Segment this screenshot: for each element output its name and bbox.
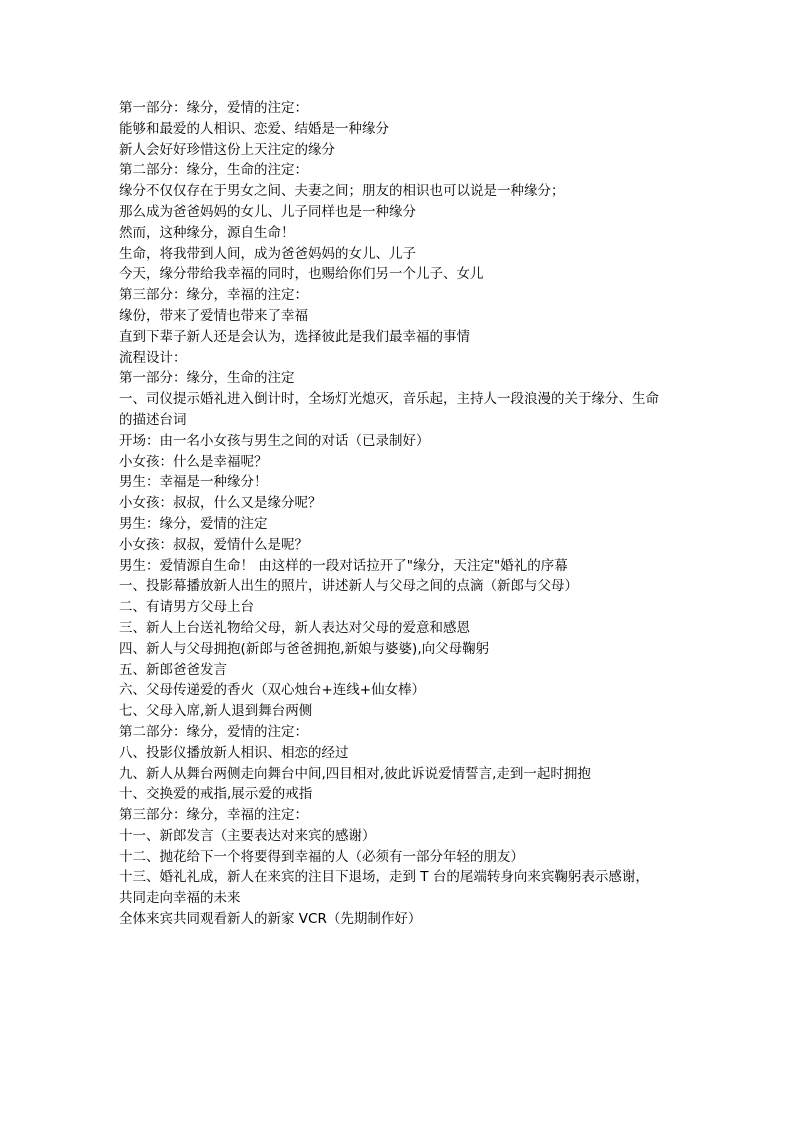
flow-item: 全体来宾共同观看新人的新家 VCR（先期制作好） bbox=[119, 911, 422, 928]
flow-part-2-heading: 第二部分：缘分，爱情的注定： bbox=[119, 723, 308, 740]
text-line: 缘份，带来了爱情也带来了幸福 bbox=[119, 307, 308, 324]
text-line: 缘分不仅仅存在于男女之间、夫妻之间；朋友的相识也可以说是一种缘分； bbox=[119, 183, 565, 200]
flow-item: 十一、新郎发言（主要表达对来宾的感谢） bbox=[119, 827, 376, 844]
text-line: 能够和最爱的人相识、恋爱、结婚是一种缘分 bbox=[119, 120, 389, 137]
section-heading-3: 第三部分：缘分，幸福的注定： bbox=[119, 287, 308, 304]
text-line: 新人会好好珍惜这份上天注定的缘分 bbox=[119, 141, 335, 158]
text-line: 生命，将我带到人间，成为爸爸妈妈的女儿、儿子 bbox=[119, 245, 416, 262]
flow-item: 九、新人从舞台两侧走向舞台中间,四目相对,彼此诉说爱情誓言,走到一起时拥抱 bbox=[119, 765, 591, 782]
text-line: 今天，缘分带给我幸福的同时，也赐给你们另一个儿子、女儿 bbox=[119, 266, 484, 283]
dialogue-line: 小女孩：什么是幸福呢？ bbox=[119, 453, 268, 470]
flow-part-3-heading: 第三部分：缘分，幸福的注定： bbox=[119, 807, 308, 824]
flow-item-continuation: 的描述台词 bbox=[119, 411, 187, 428]
section-heading-1: 第一部分：缘分，爱情的注定： bbox=[119, 100, 308, 116]
section-heading-2: 第二部分：缘分，生命的注定： bbox=[119, 162, 308, 179]
document-body bbox=[119, 98, 679, 930]
flow-item: 五、新郎爸爸发言 bbox=[119, 661, 227, 678]
flow-item: 八、投影仪播放新人相识、相恋的经过 bbox=[119, 744, 349, 761]
flow-item-continuation: 共同走向幸福的未来 bbox=[119, 890, 241, 907]
dialogue-line: 小女孩：叔叔，什么又是缘分呢？ bbox=[119, 495, 322, 512]
flow-item: 一、司仪提示婚礼进入倒计时，全场灯光熄灭，音乐起，主持人一段浪漫的关于缘分、生命 bbox=[119, 391, 659, 408]
flow-item: 十、交换爱的戒指,展示爱的戒指 bbox=[119, 786, 313, 803]
flow-item: 十二、抛花给下一个将要得到幸福的人（必须有一部分年轻的朋友） bbox=[119, 848, 524, 865]
flow-item: 二、有请男方父母上台 bbox=[119, 599, 254, 616]
dialogue-line: 男生：爱情源自生命！ 由这样的一段对话拉开了"缘分，天注定"婚礼的序幕 bbox=[119, 557, 568, 574]
dialogue-line: 男生：缘分，爱情的注定 bbox=[119, 515, 268, 532]
flow-item: 七、父母入席,新人退到舞台两侧 bbox=[119, 703, 313, 720]
text-line: 然而，这种缘分，源自生命！ bbox=[119, 224, 295, 241]
dialogue-line: 男生：幸福是一种缘分！ bbox=[119, 474, 268, 491]
dialogue-intro: 开场：由一名小女孩与男生之间的对话（已录制好） bbox=[119, 432, 430, 449]
flow-item: 十三、婚礼礼成，新人在来宾的注目下退场，走到 T 台的尾端转身向来宾鞠躬表示感谢， bbox=[119, 869, 649, 886]
dialogue-line: 小女孩：叔叔，爱情什么是呢？ bbox=[119, 536, 308, 553]
flow-item: 三、新人上台送礼物给父母，新人表达对父母的爱意和感恩 bbox=[119, 619, 470, 636]
text-line: 直到下辈子新人还是会认为，选择彼此是我们最幸福的事情 bbox=[119, 328, 470, 345]
flow-item: 六、父母传递爱的香火（双心烛台+连线+仙女棒） bbox=[119, 682, 426, 699]
text-line: 那么成为爸爸妈妈的女儿、儿子同样也是一种缘分 bbox=[119, 203, 416, 220]
flow-part-1-heading: 第一部分：缘分，生命的注定 bbox=[119, 370, 295, 387]
flow-design-heading: 流程设计： bbox=[119, 349, 187, 366]
flow-item: 一、投影幕播放新人出生的照片，讲述新人与父母之间的点滴（新郎与父母） bbox=[119, 578, 578, 595]
flow-item: 四、新人与父母拥抱(新郎与爸爸拥抱,新娘与婆婆),向父母鞠躬 bbox=[119, 640, 490, 657]
